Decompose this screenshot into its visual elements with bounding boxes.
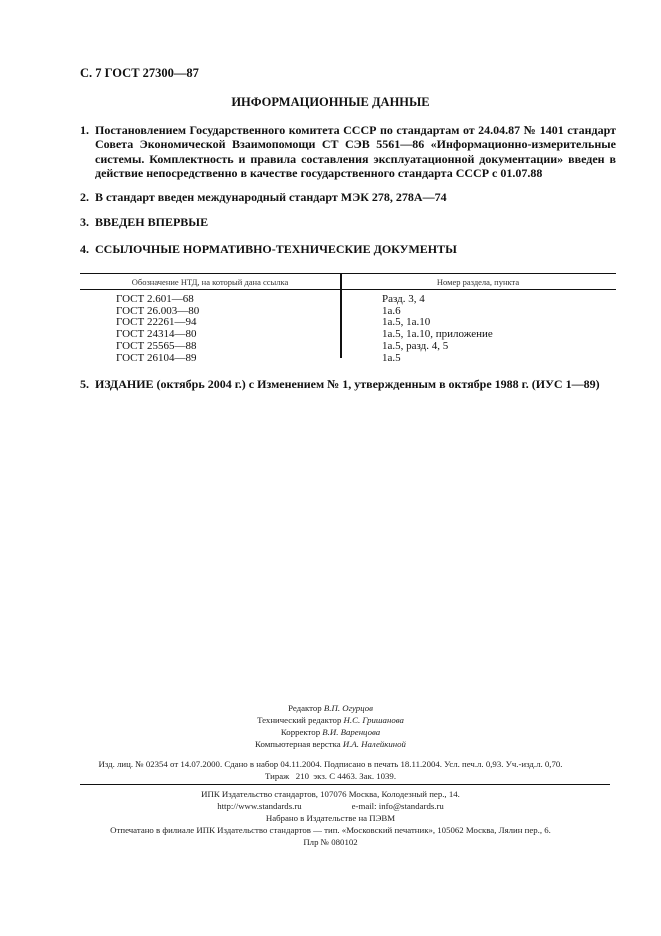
column-sections: [340, 294, 616, 364]
table-cell: Разд. 3, 4: [382, 293, 425, 305]
credits: [0, 702, 661, 750]
credit-line: Компьютерная верстка И.А. Налейкиной: [255, 739, 406, 749]
credit-line: Корректор В.И. Варенцова: [280, 727, 381, 737]
item-text: В стандарт введен международный стандарт МЭК 278, 278А—74: [95, 190, 447, 204]
header-cell: Обозначение НТД, на который дана ссылка: [131, 276, 289, 287]
item-number: 3.: [80, 215, 89, 229]
credit-line: Технический редактор Н.С. Гришанова: [257, 715, 404, 725]
info-item-1: [80, 123, 616, 180]
item-text: ИЗДАНИЕ (октябрь 2004 г.) с Изменением № 1, утвержденным в октябре 1988 г. (ИУС 1—89): [95, 377, 600, 391]
table-cell: ГОСТ 26104—89: [116, 351, 197, 364]
publisher-info: [0, 788, 661, 848]
reference-table: [80, 273, 616, 364]
table-cell: ГОСТ 2.601—68: [116, 293, 194, 305]
info-item-5: [80, 377, 616, 391]
table-cell: 1а.6: [382, 304, 401, 317]
page-header: С. 7 ГОСТ 27300—87: [80, 66, 199, 80]
divider: [80, 784, 610, 785]
info-item-4: [80, 242, 616, 256]
header-cell: Номер раздела, пункта: [436, 276, 520, 287]
item-text: Постановлением Государственного комитета СССР по стандартам от 24.04.87 № 1401 стандарт Совета Экономической Взаимопомощи СТ СЭВ 5561—86 «Информационно-измерительные системы. Комплектность и правила составления эксплуатационной документации» введен в действие непосредственно в качестве государственного стандарта СССР с 01.07.88: [95, 123, 616, 180]
item-number: 1.: [80, 123, 89, 137]
table-cell: 1а.5: [382, 351, 401, 364]
table-cell: 1а.5, 1а.10: [382, 316, 431, 329]
item-text: ССЫЛОЧНЫЕ НОРМАТИВНО-ТЕХНИЧЕСКИЕ ДОКУМЕНТЫ: [95, 242, 457, 256]
table-cell: 1а.5, разд. 4, 5: [382, 339, 449, 352]
imprint-line: Тираж 210 экз. С 4463. Зак. 1039.: [264, 771, 397, 781]
info-item-3: [80, 215, 616, 229]
item-number: 5.: [80, 377, 89, 391]
table-cell: ГОСТ 22261—94: [116, 316, 197, 329]
table-cell: ГОСТ 24314—80: [116, 328, 197, 341]
table-cell: ГОСТ 26.003—80: [116, 304, 200, 317]
typeset-note: Набрано в Издательстве на ПЭВМ: [265, 813, 396, 823]
printed-note: Отпечатано в филиале ИПК Издательство стандартов — тип. «Московский печатник», 105062 Москва, Лялин пер., 6.: [110, 825, 551, 835]
table-header: [80, 273, 616, 290]
column-documents: [80, 294, 340, 364]
imprint: [0, 758, 661, 782]
imprint-line: Изд. лиц. № 02354 от 14.07.2000. Сдано в набор 04.11.2004. Подписано в печать 18.11.2004. Усл. печ.л. 0,93. Уч.-изд.л. 0,70.: [98, 759, 563, 769]
publisher-address: ИПК Издательство стандартов, 107076 Москва, Колодезный пер., 14.: [201, 789, 460, 799]
credit-line: Редактор В.П. Огурцов: [288, 703, 373, 713]
section-title: ИНФОРМАЦИОННЫЕ ДАННЫЕ: [231, 95, 430, 109]
item-text: ВВЕДЕН ВПЕРВЫЕ: [95, 215, 209, 229]
item-number: 4.: [80, 242, 89, 256]
plr-number: Плр № 080102: [303, 837, 358, 847]
column-divider: [340, 273, 342, 358]
publisher-url[interactable]: http://www.standards.ru: [217, 801, 302, 811]
item-number: 2.: [80, 190, 89, 204]
table-body: [80, 290, 616, 364]
table-cell: 1а.5, 1а.10, приложение: [382, 328, 493, 341]
info-item-2: [80, 190, 616, 204]
table-cell: ГОСТ 25565—88: [116, 339, 197, 352]
publisher-email[interactable]: e-mail: info@standards.ru: [351, 801, 444, 811]
